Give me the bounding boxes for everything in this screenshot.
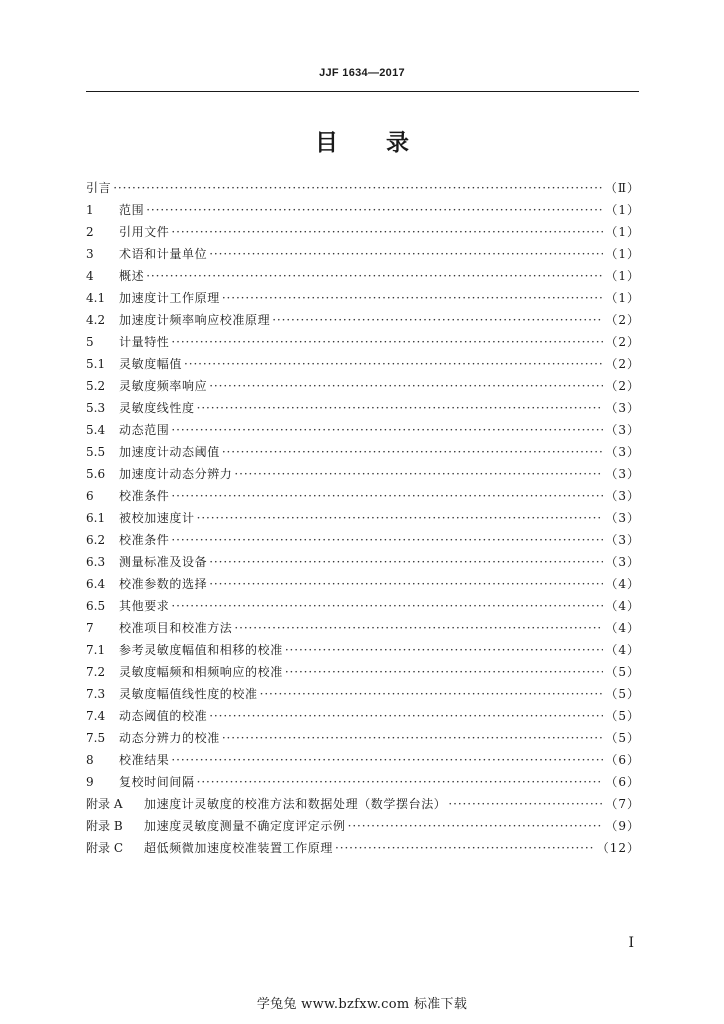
toc-entry-page: （9）	[605, 819, 640, 833]
toc-entry-page: （1）	[605, 247, 640, 261]
toc-entry-number: 7.2	[86, 665, 106, 679]
header-divider	[86, 91, 639, 92]
toc-entry[interactable]	[86, 265, 640, 287]
toc-leader-dots	[171, 221, 603, 243]
toc-entry-title: 灵敏度频率响应	[119, 379, 208, 393]
toc-entry-number: 7.3	[86, 687, 106, 701]
toc-entry-number: 附录 C	[86, 841, 123, 855]
toc-entry-title: 范围	[119, 203, 145, 217]
toc-entry-number: 附录 B	[86, 819, 123, 833]
toc-entry-number: 3	[86, 247, 94, 261]
toc-entry-page: （2）	[605, 335, 640, 349]
toc-leader-dots	[348, 815, 604, 837]
toc-entry-number: 6	[86, 489, 94, 503]
toc-leader-dots	[171, 485, 603, 507]
toc-leader-dots	[335, 837, 595, 859]
toc-leader-dots	[209, 551, 603, 573]
toc-entry-number: 9	[86, 775, 94, 789]
toc-entry[interactable]	[86, 815, 640, 837]
toc-leader-dots	[448, 793, 603, 815]
toc-entry-page: （3）	[605, 445, 640, 459]
toc-entry-title: 动态范围	[119, 423, 170, 437]
toc-entry-title: 动态分辨力的校准	[119, 731, 220, 745]
toc-entry-number: 5.6	[86, 467, 106, 481]
toc-entry-page: （3）	[605, 467, 640, 481]
toc-entry[interactable]	[86, 397, 640, 419]
toc-entry-page: （3）	[605, 533, 640, 547]
toc-entry-title: 测量标准及设备	[119, 555, 208, 569]
toc-entry-title: 校准项目和校准方法	[119, 621, 233, 635]
toc-entry-number: 5.1	[86, 357, 106, 371]
toc-entry[interactable]	[86, 309, 640, 331]
toc-entry-title: 灵敏度线性度	[119, 401, 195, 415]
toc-entry-page: （2）	[605, 379, 640, 393]
toc-entry[interactable]	[86, 419, 640, 441]
toc-leader-dots	[260, 683, 604, 705]
toc-entry-title: 概述	[119, 269, 145, 283]
toc-entry-number: 5.3	[86, 401, 106, 415]
toc-leader-dots	[171, 331, 603, 353]
toc-entry-page: （1）	[605, 291, 640, 305]
toc-entry-title: 其他要求	[119, 599, 170, 613]
toc-entry-title: 灵敏度幅值线性度的校准	[119, 687, 258, 701]
standard-code: JJF 1634—2017	[319, 67, 405, 79]
toc-entry-page: （4）	[605, 621, 640, 635]
toc-entry[interactable]	[86, 661, 640, 683]
toc-entry-title: 校准条件	[119, 489, 170, 503]
toc-entry-page: （1）	[605, 203, 640, 217]
toc-leader-dots	[209, 375, 603, 397]
toc-leader-dots	[285, 639, 604, 661]
toc-leader-dots	[234, 463, 603, 485]
toc-entry-page: （3）	[605, 401, 640, 415]
toc-entry-title: 加速度计灵敏度的校准方法和数据处理（数学摆台法）	[144, 797, 447, 811]
toc-entry-number: 7.1	[86, 643, 106, 657]
table-of-contents	[86, 177, 640, 859]
toc-entry-title: 加速度灵敏度测量不确定度评定示例	[144, 819, 346, 833]
toc-entry-title: 被校加速度计	[119, 511, 195, 525]
toc-entry-page: （2）	[605, 313, 640, 327]
toc-entry-page: （2）	[605, 357, 640, 371]
toc-entry-page: （6）	[605, 775, 640, 789]
toc-entry-page: （4）	[605, 577, 640, 591]
toc-leader-dots	[184, 353, 603, 375]
toc-entry-number: 6.1	[86, 511, 106, 525]
toc-entry[interactable]	[86, 551, 640, 573]
toc-entry[interactable]	[86, 573, 640, 595]
title-char-1: 目	[315, 129, 338, 156]
toc-entry[interactable]	[86, 375, 640, 397]
toc-entry-page: （7）	[605, 797, 640, 811]
toc-entry[interactable]	[86, 529, 640, 551]
toc-entry-number: 6.2	[86, 533, 106, 547]
toc-entry[interactable]	[86, 177, 640, 199]
toc-entry-number: 8	[86, 753, 94, 767]
toc-entry-number: 4.2	[86, 313, 106, 327]
toc-entry-number: 4.1	[86, 291, 106, 305]
toc-leader-dots	[209, 705, 603, 727]
toc-entry-title: 灵敏度幅值	[119, 357, 183, 371]
toc-entry[interactable]	[86, 617, 640, 639]
toc-entry-number: 附录 A	[86, 797, 123, 811]
toc-leader-dots	[197, 397, 604, 419]
toc-entry[interactable]	[86, 639, 640, 661]
toc-entry-page: （1）	[605, 269, 640, 283]
toc-leader-dots	[222, 287, 604, 309]
toc-entry[interactable]	[86, 331, 640, 353]
toc-leader-dots	[197, 507, 604, 529]
toc-entry-title: 复校时间间隔	[119, 775, 195, 789]
toc-entry-title: 参考灵敏度幅值和相移的校准	[119, 643, 283, 657]
toc-leader-dots	[222, 441, 604, 463]
toc-entry[interactable]	[86, 441, 640, 463]
toc-entry[interactable]	[86, 353, 640, 375]
toc-entry-number: 7.4	[86, 709, 106, 723]
toc-entry-page: （4）	[605, 643, 640, 657]
title-char-2: 录	[386, 129, 409, 156]
toc-entry[interactable]	[86, 793, 640, 815]
toc-entry-number: 2	[86, 225, 94, 239]
toc-leader-dots	[209, 243, 603, 265]
toc-entry-title: 引言	[86, 181, 112, 195]
page-title	[0, 124, 724, 157]
toc-entry-page: （3）	[605, 555, 640, 569]
toc-entry[interactable]	[86, 221, 640, 243]
toc-entry[interactable]	[86, 243, 640, 265]
toc-entry[interactable]	[86, 507, 640, 529]
toc-leader-dots	[222, 727, 604, 749]
toc-entry-title: 加速度计频率响应校准原理	[119, 313, 271, 327]
toc-entry[interactable]	[86, 287, 640, 309]
toc-entry-page: （5）	[605, 731, 640, 745]
toc-leader-dots	[171, 529, 603, 551]
toc-leader-dots	[146, 199, 603, 221]
toc-entry[interactable]	[86, 683, 640, 705]
toc-entry[interactable]	[86, 837, 640, 859]
toc-entry-number: 7.5	[86, 731, 106, 745]
toc-leader-dots	[113, 177, 603, 199]
toc-entry-title: 加速度计工作原理	[119, 291, 220, 305]
toc-entry[interactable]	[86, 595, 640, 617]
toc-entry-title: 加速度计动态分辨力	[119, 467, 233, 481]
toc-entry-title: 术语和计量单位	[119, 247, 208, 261]
toc-entry-title: 校准参数的选择	[119, 577, 208, 591]
toc-leader-dots	[197, 771, 604, 793]
footer-watermark: 学兔兔 www.bzfxw.com 标准下载	[256, 997, 468, 1012]
toc-entry-number: 7	[86, 621, 94, 635]
toc-entry-page: （Ⅱ）	[604, 181, 640, 195]
toc-entry[interactable]	[86, 727, 640, 749]
toc-entry-page: （6）	[605, 753, 640, 767]
toc-entry-number: 5.5	[86, 445, 106, 459]
toc-entry[interactable]	[86, 199, 640, 221]
toc-entry-title: 动态阈值的校准	[119, 709, 208, 723]
toc-entry-number: 5.4	[86, 423, 106, 437]
toc-entry-number: 4	[86, 269, 94, 283]
toc-leader-dots	[209, 573, 603, 595]
toc-entry-page: （4）	[605, 599, 640, 613]
toc-entry-page: （3）	[605, 489, 640, 503]
toc-entry[interactable]	[86, 705, 640, 727]
toc-entry-number: 5.2	[86, 379, 106, 393]
toc-entry-page: （5）	[605, 687, 640, 701]
toc-entry-page: （1）	[605, 225, 640, 239]
toc-entry-number: 6.5	[86, 599, 106, 613]
toc-entry[interactable]	[86, 771, 640, 793]
toc-entry-title: 计量特性	[119, 335, 170, 349]
toc-entry-title: 校准结果	[119, 753, 170, 767]
toc-leader-dots	[234, 617, 603, 639]
toc-entry-number: 6.4	[86, 577, 106, 591]
toc-leader-dots	[285, 661, 604, 683]
toc-entry-page: （3）	[605, 423, 640, 437]
toc-leader-dots	[171, 595, 603, 617]
toc-entry[interactable]	[86, 749, 640, 771]
toc-entry-title: 加速度计动态阈值	[119, 445, 220, 459]
toc-leader-dots	[272, 309, 603, 331]
toc-entry[interactable]	[86, 485, 640, 507]
toc-entry-page: （5）	[605, 709, 640, 723]
toc-entry-number: 1	[86, 203, 94, 217]
toc-leader-dots	[171, 419, 603, 441]
toc-entry-title: 校准条件	[119, 533, 170, 547]
toc-entry-title: 超低频微加速度校准装置工作原理	[144, 841, 334, 855]
toc-entry-number: 6.3	[86, 555, 106, 569]
toc-entry-title: 引用文件	[119, 225, 170, 239]
toc-entry-number: 5	[86, 335, 94, 349]
toc-entry-title: 灵敏度幅频和相频响应的校准	[119, 665, 283, 679]
page-number: I	[628, 935, 634, 951]
toc-leader-dots	[146, 265, 603, 287]
toc-entry[interactable]	[86, 463, 640, 485]
toc-entry-page: （12）	[596, 841, 640, 855]
toc-leader-dots	[171, 749, 603, 771]
toc-entry-page: （3）	[605, 511, 640, 525]
toc-entry-page: （5）	[605, 665, 640, 679]
